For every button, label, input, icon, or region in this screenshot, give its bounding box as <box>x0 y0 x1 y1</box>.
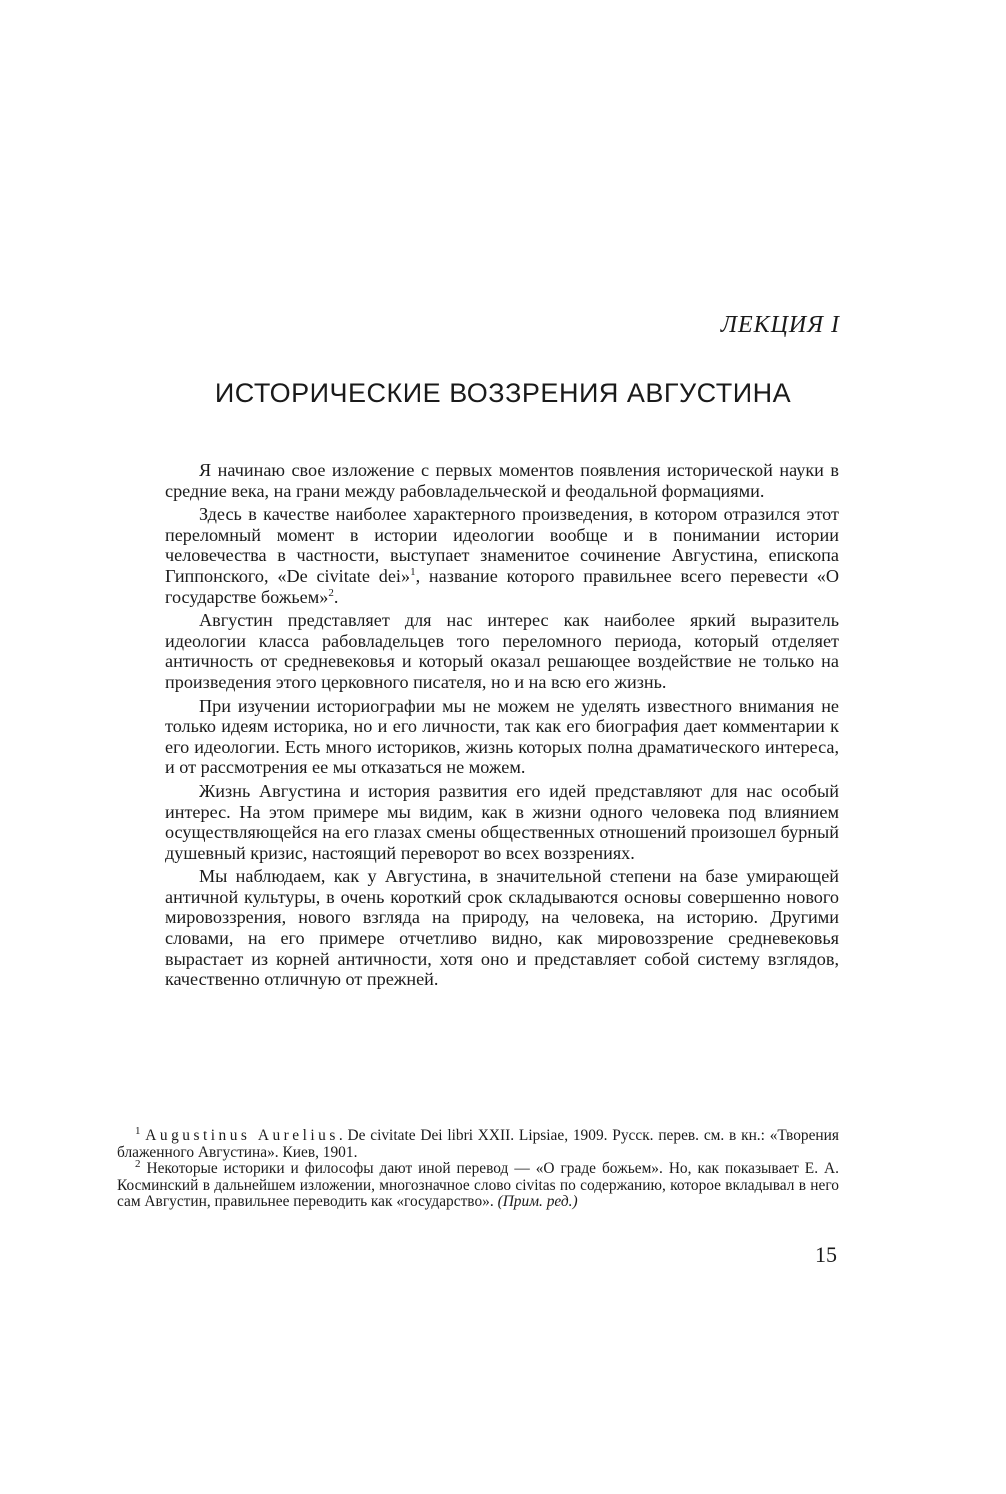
paragraph-text: , название которого правильнее всего перевести «О государстве божьем» <box>165 565 839 607</box>
paragraph-text: . <box>333 586 339 607</box>
main-text <box>165 460 839 990</box>
footnote-text: Некоторые историки и философы дают иной перевод — «О граде божьем». Но, как показывает Е. А. Косминский в дальнейшем изложении, многозначное слово civitas по содержанию, которое вкладывал в него сам Августин, правильнее переводить как «государство». <box>117 1160 839 1211</box>
paragraph <box>165 504 839 607</box>
paragraph: Мы наблюдаем, как у Августина, в значительной степени на базе умирающей античной культуры, в очень короткий срок складываются основы совершенно нового мировоззрения, нового взгляда на природу, на человека, на историю. Другими словами, на его примере отчетливо видно, как мировоззрение средневековья вырастает из корней античности, хотя оно и представляет собой систему взглядов, качественно отличную от прежней. <box>165 866 839 990</box>
lecture-label: ЛЕКЦИЯ I <box>720 312 840 338</box>
footnote-ref: 1 <box>410 565 416 578</box>
footnote-ref: 2 <box>328 586 334 599</box>
editor-note: (Прим. ред.) <box>497 1193 578 1211</box>
page-number: 15 <box>815 1242 837 1267</box>
footnotes <box>117 1124 839 1211</box>
footnote-1 <box>117 1124 839 1161</box>
footnote-text: . De civitate Dei libri XXII. Lipsiae, 1909. Русск. перев. см. в кн.: «Творения блаженного Августина». Киев, 1901. <box>117 1127 839 1161</box>
paragraph: Жизнь Августина и история развития его идей представляют для нас особый интерес. На этом примере мы видим, как в жизни одного человека под влиянием осуществляющейся на его глазах смены общественных отношений произошел бурный душевный кризис, настоящий переворот во всех воззрениях. <box>165 780 839 863</box>
footnote-marker: 2 <box>135 1158 141 1171</box>
paragraph: Августин представляет для нас интерес как наиболее яркий выразитель идеологии класса рабовладельцев того переломного периода, который отделяет античность от средневековья и который оказал решающее воздействие не только на произведения этого церковного писателя, но и на всю его жизнь. <box>165 610 839 692</box>
paragraph-text: Здесь в качестве наиболее характерного произведения, в котором отразился этот переломный момент в истории идеологии вообще и в понимании истории человечества в частности, выступает знаменитое сочинение Августина, епископа Гиппонского, «De civitate dei» <box>165 504 839 586</box>
paragraph: При изучении историографии мы не можем не уделять известного внимания не только идеям историка, но и его личности, так как его биография дает комментарии к его идеологии. Есть много историков, жизнь которых полна драматического интереса, и от рассмотрения ее мы отказаться не можем. <box>165 695 839 778</box>
chapter-title: ИСТОРИЧЕСКИЕ ВОЗЗРЕНИЯ АВГУСТИНА <box>214 378 792 408</box>
footnote-marker: 1 <box>135 1124 141 1137</box>
footnote-2 <box>117 1158 839 1211</box>
paragraph: Я начинаю свое изложение с первых моментов появления исторической науки в средние века, на грани между рабовладельческой и феодальной формациями. <box>165 460 839 501</box>
footnote-author: Augustinus Aurelius <box>145 1127 339 1144</box>
